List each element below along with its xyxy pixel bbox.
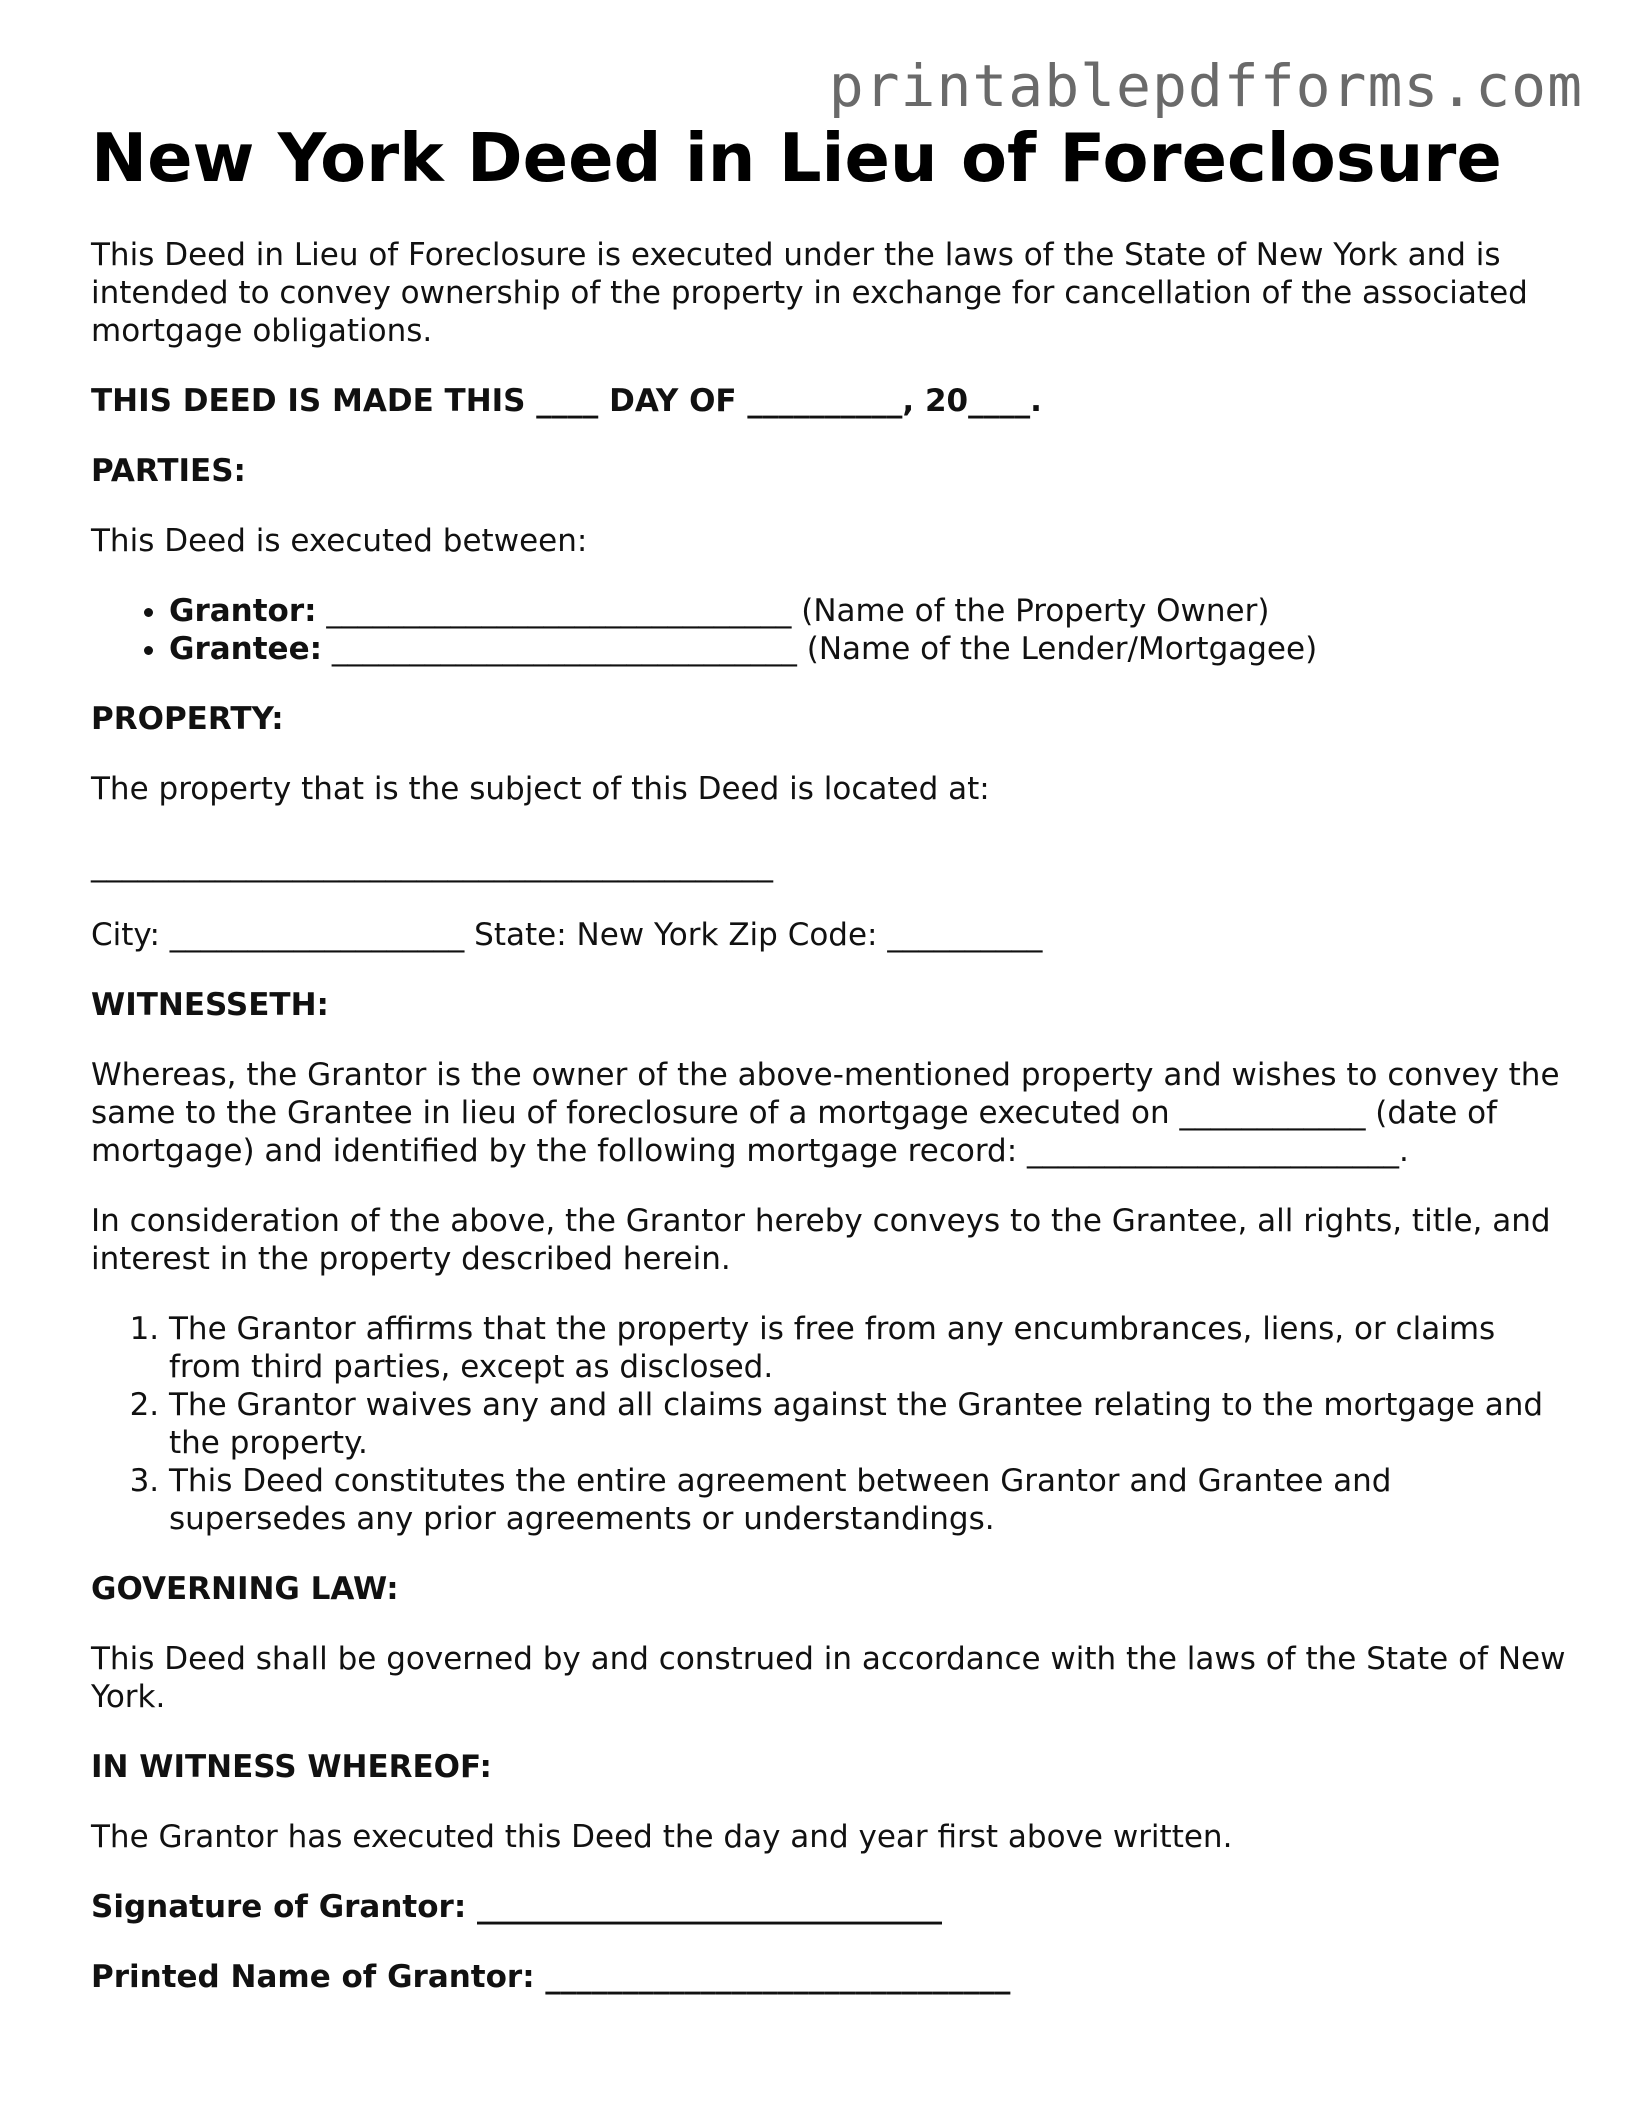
witness-whereof-text: The Grantor has executed this Deed the day and year first above written. bbox=[91, 1819, 1233, 1855]
parties-heading: PARTIES: bbox=[91, 453, 246, 489]
grantee-name-blank[interactable]: ______________________________ bbox=[331, 631, 797, 667]
term-item: 3. This Deed constitutes the entire agreement between Grantor and Grantee and supersedes any prior agreements or understandings. bbox=[169, 1462, 1571, 1538]
party-grantor bbox=[169, 592, 1571, 630]
printed-name-label: Printed Name of Grantor: bbox=[91, 1959, 535, 1995]
document-title: New York Deed in Lieu of Foreclosure bbox=[91, 119, 1502, 197]
term-item: 2. The Grantor waives any and all claims against the Grantee relating to the mortgage and the property. bbox=[169, 1386, 1571, 1462]
property-intro: The property that is the subject of this Deed is located at: bbox=[91, 771, 990, 807]
signature-label: Signature of Grantor: bbox=[91, 1889, 467, 1925]
deed-date-line: THIS DEED IS MADE THIS ____ DAY OF __________, 20____. bbox=[91, 383, 1042, 419]
intro-paragraph: This Deed in Lieu of Foreclosure is executed under the laws of the State of New York and is intended to convey ownership of the property in exchange for cancellation of the associated mortgage obligations. bbox=[91, 237, 1528, 349]
witnesseth-terms-list bbox=[91, 1310, 1571, 1538]
signature-line bbox=[91, 1888, 1571, 1926]
property-heading: PROPERTY: bbox=[91, 701, 284, 737]
witnesseth-heading: WITNESSETH: bbox=[91, 987, 329, 1023]
grantor-name-blank[interactable]: ______________________________ bbox=[326, 593, 792, 629]
parties-list bbox=[91, 592, 1571, 668]
watermark: printablepdfforms.com bbox=[828, 52, 1583, 120]
grantee-note: (Name of the Lender/Mortgagee) bbox=[806, 631, 1318, 667]
witnesseth-paragraph-1: Whereas, the Grantor is the owner of the above-mentioned property and wishes to convey the same to the Grantee in lieu of foreclosure of a mortgage executed on ____________ (date of mortgage) and identified by the following mortgage record: ________________________. bbox=[91, 1057, 1560, 1169]
grantor-note: (Name of the Property Owner) bbox=[801, 593, 1270, 629]
parties-intro: This Deed is executed between: bbox=[91, 523, 588, 559]
governing-law-text: This Deed shall be governed by and construed in accordance with the laws of the State of New York. bbox=[91, 1641, 1566, 1715]
term-item: 1. The Grantor affirms that the property is free from any encumbrances, liens, or claims from third parties, except as disclosed. bbox=[169, 1310, 1571, 1386]
governing-law-heading: GOVERNING LAW: bbox=[91, 1571, 399, 1607]
grantee-label: Grantee: bbox=[169, 631, 322, 667]
party-grantee bbox=[169, 630, 1571, 668]
property-address-blank[interactable]: ____________________________________________ bbox=[91, 847, 773, 883]
signature-blank[interactable]: ______________________________ bbox=[477, 1889, 943, 1925]
printed-name-line bbox=[91, 1958, 1571, 1996]
property-city-line[interactable]: City: ___________________ State: New York Zip Code: __________ bbox=[91, 917, 1043, 953]
deed-document bbox=[91, 118, 1571, 1996]
witness-whereof-heading: IN WITNESS WHEREOF: bbox=[91, 1749, 492, 1785]
printed-name-blank[interactable]: ______________________________ bbox=[545, 1959, 1011, 1995]
grantor-label: Grantor: bbox=[169, 593, 317, 629]
witnesseth-paragraph-2: In consideration of the above, the Grantor hereby conveys to the Grantee, all rights, title, and interest in the property described herein. bbox=[91, 1203, 1551, 1277]
